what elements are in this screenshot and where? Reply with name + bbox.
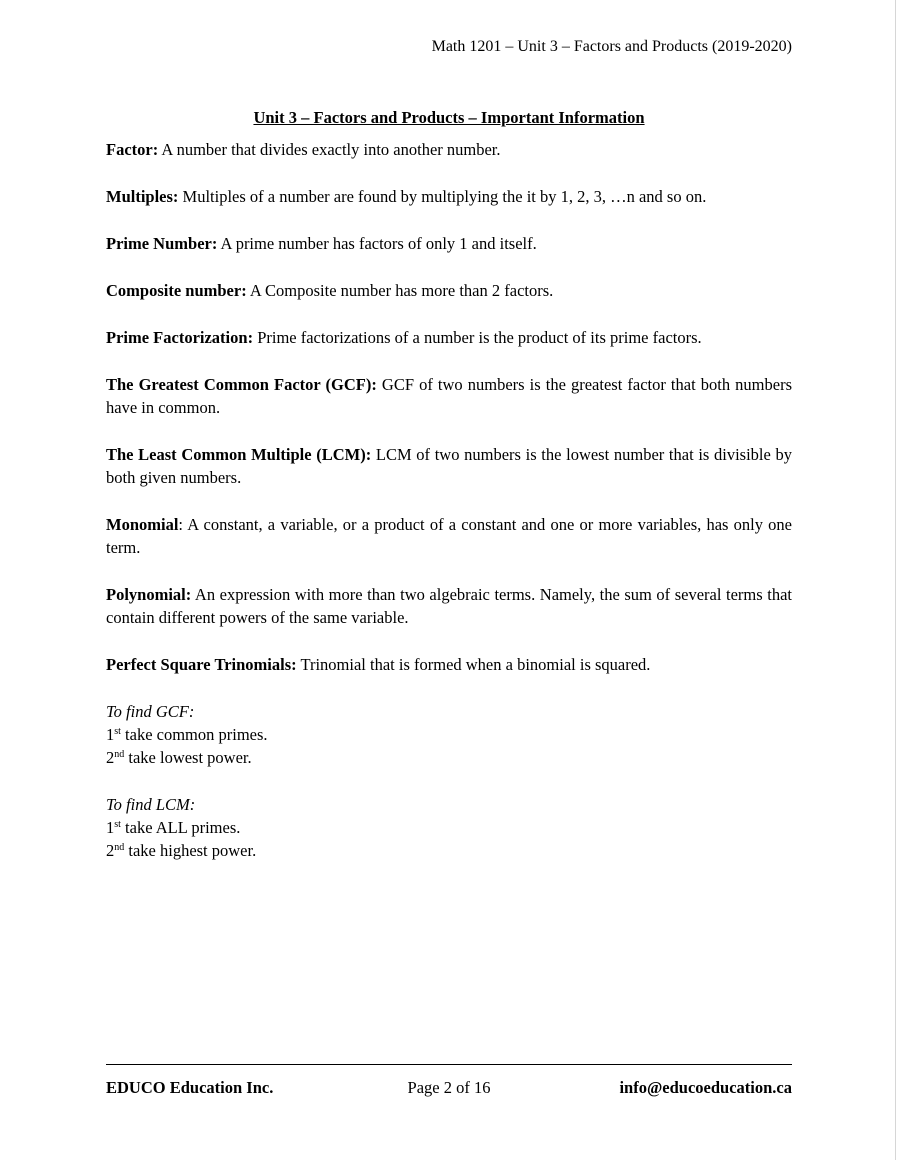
definition-prime-number (106, 232, 792, 255)
definition-lcm (106, 443, 792, 489)
definition-term: Prime Number: (106, 234, 218, 253)
definition-term: Multiples: (106, 187, 179, 206)
gcf-steps (106, 700, 792, 769)
step-number: 1 (106, 725, 115, 744)
definition-term: Prime Factorization: (106, 328, 254, 347)
definition-term: Monomial (106, 515, 179, 534)
definition-term: Composite number: (106, 281, 247, 300)
definition-text: A Composite number has more than 2 factors. (246, 281, 554, 300)
definition-text: A prime number has factors of only 1 and itself. (217, 234, 537, 253)
lcm-steps (106, 793, 792, 862)
definition-multiples (106, 185, 792, 208)
definition-term: The Greatest Common Factor (GCF): (106, 375, 377, 394)
footer-email: info@educoeducation.ca (619, 1078, 792, 1097)
definition-term: The Least Common Multiple (LCM): (106, 445, 372, 464)
document-title: Unit 3 – Factors and Products – Important Information (253, 108, 645, 127)
definition-text: : A constant, a variable, or a product of a constant and one or more variables, has only one term. (106, 515, 792, 557)
definition-term: Polynomial: (106, 585, 192, 604)
definition-gcf (106, 373, 792, 419)
definition-text: GCF of two numbers is the greatest factor that both numbers have in common. (106, 375, 792, 417)
definition-polynomial (106, 583, 792, 629)
definition-text: Multiples of a number are found by multiplying the it by 1, 2, 3, …n and so on. (178, 187, 707, 206)
gcf-step (106, 746, 792, 769)
definition-composite-number (106, 279, 792, 302)
lcm-step (106, 816, 792, 839)
definition-text: Trinomial that is formed when a binomial is squared. (296, 655, 651, 674)
definition-text: A number that divides exactly into another number. (158, 140, 501, 159)
footer-company: EDUCO Education Inc. (106, 1078, 274, 1097)
document-body (106, 106, 792, 886)
step-ordinal-suffix: nd (114, 842, 125, 853)
definition-term: Factor: (106, 140, 159, 159)
lcm-steps-heading: To find LCM: (106, 795, 196, 814)
page-footer (106, 1078, 792, 1102)
definition-perfect-square-trinomials (106, 653, 792, 676)
definition-text: Prime factorizations of a number is the product of its prime factors. (253, 328, 702, 347)
gcf-step (106, 723, 792, 746)
definition-text: An expression with more than two algebraic terms. Namely, the sum of several terms that contain different powers of the same variable. (106, 585, 792, 627)
step-text: take common primes. (120, 725, 268, 744)
step-text: take lowest power. (124, 748, 252, 767)
step-number: 1 (106, 818, 115, 837)
page-edge-divider (895, 0, 896, 1160)
step-text: take ALL primes. (120, 818, 241, 837)
definition-text: LCM of two numbers is the lowest number that is divisible by both given numbers. (106, 445, 792, 487)
definition-factor (106, 138, 792, 161)
running-header: Math 1201 – Unit 3 – Factors and Products (2019-2020) (431, 38, 792, 55)
definition-term: Perfect Square Trinomials: (106, 655, 297, 674)
definition-prime-factorization (106, 326, 792, 349)
step-ordinal-suffix: st (114, 819, 121, 830)
definition-monomial (106, 513, 792, 559)
step-text: take highest power. (124, 841, 257, 860)
step-ordinal-suffix: nd (114, 749, 125, 760)
lcm-step (106, 839, 792, 862)
step-number: 2 (106, 841, 115, 860)
gcf-steps-heading: To find GCF: (106, 702, 195, 721)
footer-divider (106, 1064, 792, 1065)
footer-page-number: Page 2 of 16 (407, 1078, 491, 1097)
step-ordinal-suffix: st (114, 726, 121, 737)
step-number: 2 (106, 748, 115, 767)
